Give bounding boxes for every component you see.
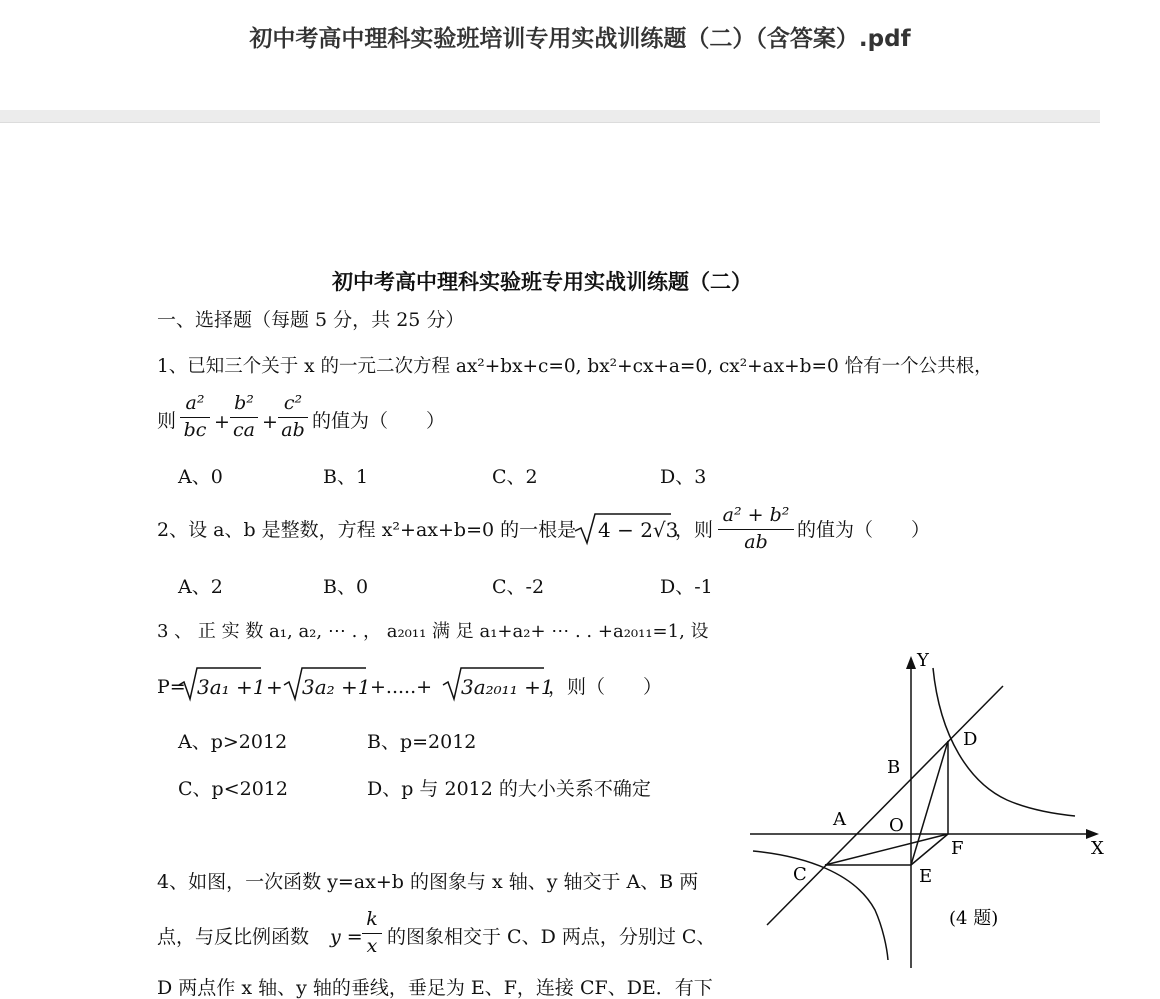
q1-fraction-3-den: ab: [281, 418, 305, 441]
q2-option-c: C、-2: [492, 576, 545, 598]
q1-option-d: D、3: [660, 466, 707, 488]
q1-fraction-1-num: a²: [185, 392, 205, 414]
label-y: Y: [917, 650, 929, 671]
label-o: O: [889, 815, 904, 836]
q3-option-a: A、p>2012: [178, 731, 288, 753]
label-b: B: [887, 757, 901, 778]
q3-dots: +.....+: [370, 676, 433, 698]
figure-caption: (4 题): [949, 908, 999, 929]
q2-option-b: B、0: [323, 576, 369, 598]
line-ab: [767, 686, 1003, 925]
q1-option-c: C、2: [492, 466, 538, 488]
q2-root: 4 − 2√3: [598, 518, 679, 542]
q3-plus: +: [266, 675, 283, 699]
q4-line3: D 两点作 x 轴、y 轴的垂线，垂足为 E、F，连接 CF、DE．有下: [157, 977, 713, 999]
q4-line2-prefix: 点，与反比例函数: [157, 926, 310, 948]
section-heading: 一、选择题（每题 5 分，共 25 分）: [157, 309, 465, 331]
q3-term-3: 3a₂₀₁₁ +1: [461, 675, 554, 699]
q1-prefix: 则: [157, 410, 177, 432]
q2-text: 2、设 a、b 是整数，方程 x²+ax+b=0 的一根是: [157, 519, 577, 541]
document-title: 初中考高中理科实验班培训专用实战训练题（二）（含答案）.pdf: [249, 26, 911, 52]
label-f: F: [951, 838, 964, 859]
q2-fraction: [718, 505, 794, 554]
q2-mid: ，则: [675, 519, 714, 541]
q3-option-b: B、p=2012: [367, 731, 477, 753]
q1-fraction-2-den: ca: [233, 418, 255, 441]
q1-option-b: B、1: [323, 466, 369, 488]
q4-func-fraction: [362, 909, 382, 958]
q3-line1: 3 、 正 实 数 a₁, a₂, ⋯ . ， a₂₀₁₁ 满 足 a₁+a₂+ ⋯ . . +a₂₀₁₁=1, 设: [157, 621, 709, 642]
q1-fraction-2: [230, 393, 258, 442]
q3-term-1: 3a₁ +1: [197, 675, 266, 699]
q1-suffix: 的值为（ ）: [312, 410, 446, 432]
q3-prefix: P=: [157, 676, 186, 698]
viewer-header: [0, 0, 1100, 110]
q4-figure: [745, 648, 1104, 968]
q3-option-c: C、p<2012: [178, 778, 288, 800]
label-x: X: [1091, 838, 1104, 859]
q3-option-d: D、p 与 2012 的大小关系不确定: [367, 778, 651, 800]
q1-fraction-3: [278, 393, 308, 442]
q1-plus-1: +: [214, 411, 230, 433]
hyperbola-lower: [753, 851, 888, 960]
q1-text: 1、已知三个关于 x 的一元二次方程 ax²+bx+c=0, bx²+cx+a=0, cx²+ax+b=0 恰有一个公共根，: [157, 356, 993, 377]
q4-func-num: k: [366, 908, 378, 930]
q1-plus-2: +: [262, 411, 278, 433]
hyperbola-upper: [933, 668, 1075, 816]
q2-option-d: D、-1: [660, 576, 713, 598]
q3-suffix: ，则（ ）: [548, 676, 663, 698]
q2-fraction-num: a² + b²: [722, 504, 790, 526]
label-d: D: [963, 729, 978, 750]
q2-option-a: A、2: [178, 576, 223, 598]
q1-fraction-3-num: c²: [283, 392, 303, 414]
page-heading: 初中考高中理科实验班专用实战训练题（二）: [332, 269, 752, 294]
q2-fraction-den: ab: [744, 530, 768, 553]
header-divider: [0, 110, 1100, 123]
q2-suffix: 的值为（ ）: [797, 519, 931, 541]
label-a: A: [833, 809, 846, 830]
q1-option-a: A、0: [178, 466, 223, 488]
q3-term-2: 3a₂ +1: [302, 675, 371, 699]
q1-fraction-1-den: bc: [183, 418, 207, 441]
q4-line1: 4、如图，一次函数 y=ax+b 的图象与 x 轴、y 轴交于 A、B 两: [157, 871, 699, 893]
q4-func-den: x: [366, 934, 378, 957]
q4-line2-suffix: 的图象相交于 C、D 两点，分别过 C、: [387, 926, 716, 948]
document-page: [0, 123, 1104, 999]
label-c: C: [793, 864, 807, 885]
q1-fraction-1: [180, 393, 210, 442]
q4-func-y: y =: [330, 926, 363, 948]
y-axis-arrow: [906, 656, 916, 669]
label-e: E: [919, 866, 933, 887]
q1-fraction-2-num: b²: [234, 392, 254, 414]
